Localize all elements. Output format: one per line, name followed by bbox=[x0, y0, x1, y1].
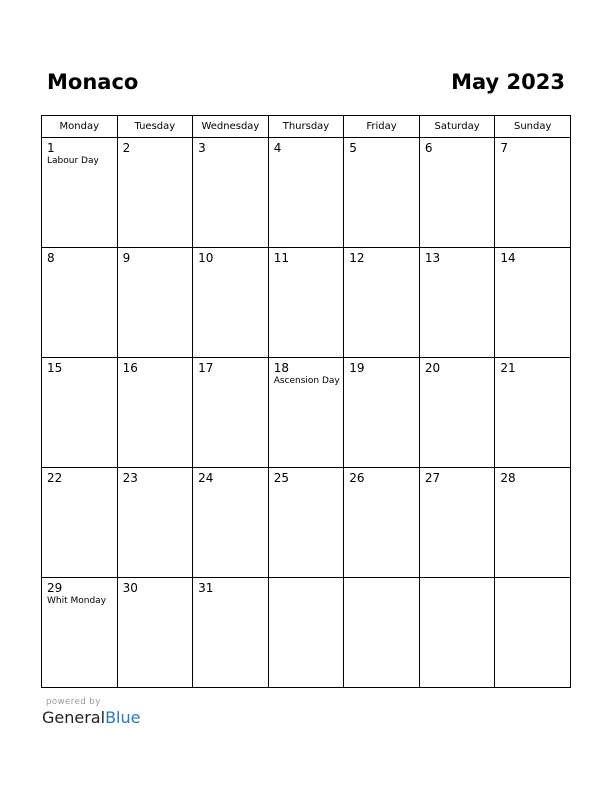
day-cell bbox=[42, 578, 118, 688]
day-cell bbox=[344, 248, 420, 358]
day-number: 18 bbox=[273, 361, 289, 375]
day-cell bbox=[193, 358, 269, 468]
day-number: 14 bbox=[500, 251, 516, 265]
day-cell bbox=[268, 248, 344, 358]
day-cell bbox=[344, 138, 420, 248]
day-cell bbox=[42, 138, 118, 248]
day-number: 10 bbox=[198, 251, 214, 265]
day-number: 13 bbox=[424, 251, 441, 265]
day-number: 23 bbox=[122, 471, 138, 485]
weekday-friday: Friday bbox=[344, 116, 420, 138]
footer-branding bbox=[42, 697, 140, 727]
weekday-monday: Monday bbox=[42, 116, 118, 138]
calendar-grid bbox=[41, 115, 571, 688]
holiday-label: Labour Day bbox=[47, 156, 99, 166]
day-cell bbox=[42, 358, 118, 468]
day-number: 30 bbox=[122, 581, 138, 595]
brand-logo bbox=[42, 708, 140, 727]
day-number: 21 bbox=[500, 361, 516, 375]
day-number: 4 bbox=[273, 141, 282, 155]
day-number: 26 bbox=[349, 471, 365, 485]
week-row bbox=[42, 138, 571, 248]
day-cell bbox=[419, 578, 495, 688]
day-cell bbox=[268, 578, 344, 688]
holiday-label: Ascension Day bbox=[273, 376, 340, 386]
day-cell bbox=[268, 468, 344, 578]
day-number: 1 bbox=[47, 141, 55, 155]
day-cell bbox=[419, 468, 495, 578]
day-cell bbox=[117, 248, 193, 358]
day-cell bbox=[42, 248, 118, 358]
day-cell bbox=[117, 578, 193, 688]
day-number: 12 bbox=[349, 251, 365, 265]
day-number: 31 bbox=[198, 581, 214, 595]
week-row bbox=[42, 248, 571, 358]
day-cell bbox=[117, 138, 193, 248]
day-cell bbox=[344, 358, 420, 468]
day-number: 2 bbox=[122, 141, 131, 155]
day-cell bbox=[193, 578, 269, 688]
day-cell bbox=[495, 468, 571, 578]
weekday-saturday: Saturday bbox=[419, 116, 495, 138]
holiday-label: Whit Monday bbox=[47, 596, 107, 606]
weekday-header-row bbox=[42, 116, 571, 138]
day-number: 25 bbox=[273, 471, 289, 485]
day-number: 24 bbox=[198, 471, 214, 485]
day-cell bbox=[344, 468, 420, 578]
day-number: 5 bbox=[349, 141, 357, 155]
weekday-wednesday: Wednesday bbox=[193, 116, 269, 138]
day-number: 27 bbox=[424, 471, 441, 485]
day-cell bbox=[344, 578, 420, 688]
weekday-sunday: Sunday bbox=[495, 116, 571, 138]
day-cell bbox=[193, 138, 269, 248]
day-number: 29 bbox=[47, 581, 63, 595]
day-number: 16 bbox=[122, 361, 138, 375]
brand-general: General bbox=[42, 708, 106, 727]
day-cell bbox=[117, 358, 193, 468]
weekday-tuesday: Tuesday bbox=[117, 116, 193, 138]
week-row bbox=[42, 578, 571, 688]
brand-blue: Blue bbox=[105, 708, 141, 727]
day-number: 11 bbox=[273, 251, 289, 265]
day-number: 7 bbox=[500, 141, 509, 155]
day-number: 15 bbox=[47, 361, 63, 375]
month-year-title: May 2023 bbox=[451, 70, 565, 94]
powered-by-label: powered by bbox=[46, 697, 101, 707]
day-number: 20 bbox=[424, 361, 441, 375]
day-number: 28 bbox=[500, 471, 516, 485]
day-cell bbox=[495, 578, 571, 688]
day-cell bbox=[495, 138, 571, 248]
weekday-thursday: Thursday bbox=[268, 116, 344, 138]
day-cell bbox=[268, 138, 344, 248]
day-cell bbox=[117, 468, 193, 578]
day-cell bbox=[419, 358, 495, 468]
day-cell bbox=[495, 358, 571, 468]
day-number: 17 bbox=[198, 361, 214, 375]
day-cell bbox=[42, 468, 118, 578]
day-cell bbox=[419, 138, 495, 248]
day-cell bbox=[495, 248, 571, 358]
country-title: Monaco bbox=[47, 70, 139, 94]
day-number: 3 bbox=[198, 141, 206, 155]
week-row bbox=[42, 468, 571, 578]
day-number: 22 bbox=[47, 471, 63, 485]
day-cell bbox=[193, 248, 269, 358]
day-cell bbox=[268, 358, 344, 468]
day-number: 6 bbox=[424, 141, 433, 155]
day-cell bbox=[193, 468, 269, 578]
day-number: 8 bbox=[47, 251, 55, 265]
day-number: 19 bbox=[349, 361, 365, 375]
week-row bbox=[42, 358, 571, 468]
day-cell bbox=[419, 248, 495, 358]
day-number: 9 bbox=[122, 251, 131, 265]
